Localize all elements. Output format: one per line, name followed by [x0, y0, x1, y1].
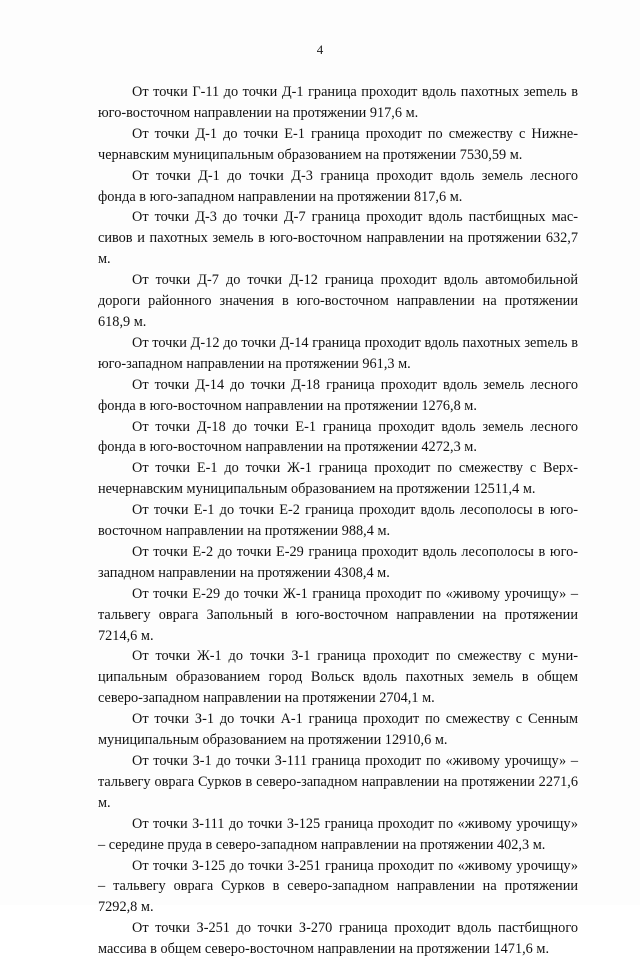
boundary-paragraph: От точки З-1 до точки З-111 граница проходит по «живому урочищу» – тальвегу оврага Сурков в северо-западном направлении на протяжении 2271,6 м. — [98, 753, 578, 811]
boundary-paragraph: От точки Д-7 до точки Д-12 граница проходит вдоль автомобильной дороги районного значения в юго-восточном направлении на протяжении 618,9 м. — [98, 272, 578, 330]
boundary-paragraph: От точки Д-18 до точки Е-1 граница проходит вдоль земель лесного фонда в юго-восточном направлении на протяжении 4272,3 м. — [98, 418, 578, 456]
boundary-paragraph: От точки Д-14 до точки Д-18 граница проходит вдоль земель лесного фонда в юго-восточном направлении на протяжении 1276,8 м. — [98, 376, 578, 414]
page-number: 4 — [316, 42, 324, 57]
boundary-paragraph: От точки Д-12 до точки Д-14 граница проходит вдоль пахотных зеmель в юго-западном направлении на протяжении 961,3 м. — [98, 334, 578, 372]
boundary-paragraph: От точки З-251 до точки З-270 граница проходит вдоль пастбищного массива в общем северо-восточном направлении на протяжении 1471,6 м. — [98, 920, 578, 958]
boundary-paragraph: От точки Е-29 до точки Ж-1 граница проходит по «живому урочищу» – тальвегу оврага Запольный в юго-восточном направлении на протяжении 7214,6 м. — [98, 585, 578, 644]
boundary-paragraph: От точки Д-1 до точки Д-3 граница проходит вдоль земель лесного фонда в юго-западном направлении на протяжении 817,6 м. — [98, 167, 578, 205]
boundary-paragraph: От точки Е-1 до точки Е-2 граница проходит вдоль лесополосы в юго-восточном направлении на протяжении 988,4 м. — [98, 502, 578, 540]
boundary-paragraph: От точки З-125 до точки З-251 граница проходит по «живому урочищу» – тальвегу оврага Сурков в северо-западном направлении на протяжении 7292,8 м. — [98, 857, 578, 916]
boundary-paragraph: От точки Е-1 до точки Ж-1 граница проходит по смежеству с Верхнечернавским муниципальным образованием на протяжении 12511,4 м. — [98, 460, 578, 498]
document-body — [98, 82, 578, 960]
boundary-paragraph: От точки Ж-1 до точки З-1 граница проходит по смежеству с муниципальным образованием город Вольск вдоль пахотных земель в общем северо-западном направлении на протяжении 2704,1 м. — [98, 648, 578, 707]
boundary-paragraph: От точки Д-1 до точки Е-1 граница проходит по смежеству с Нижнечернавским муниципальным образованием на протяжении 7530,59 м. — [98, 125, 578, 163]
boundary-paragraph: От точки Е-2 до точки Е-29 граница проходит вдоль лесополосы в юго-западном направлении на протяжении 4308,4 м. — [98, 543, 578, 581]
boundary-paragraph: От точки Г-11 до точки Д-1 граница проходит вдоль пахотных зеmель в юго-восточном направлении на протяжении 917,6 м. — [98, 84, 578, 121]
boundary-paragraph: От точки З-111 до точки З-125 граница проходит по «живому урочищу» – середине пруда в северо-западном направлении на протяжении 402,3 м. — [98, 815, 578, 853]
boundary-paragraph: От точки З-1 до точки А-1 граница проходит по смежеству с Сенным муниципальным образованием на протяжении 12910,6 м. — [98, 711, 578, 749]
boundary-paragraph: От точки Д-3 до точки Д-7 граница проходит вдоль пастбищных массивов и пахотных земель в юго-восточном направлении на протяжении 632,7 м. — [98, 209, 578, 268]
